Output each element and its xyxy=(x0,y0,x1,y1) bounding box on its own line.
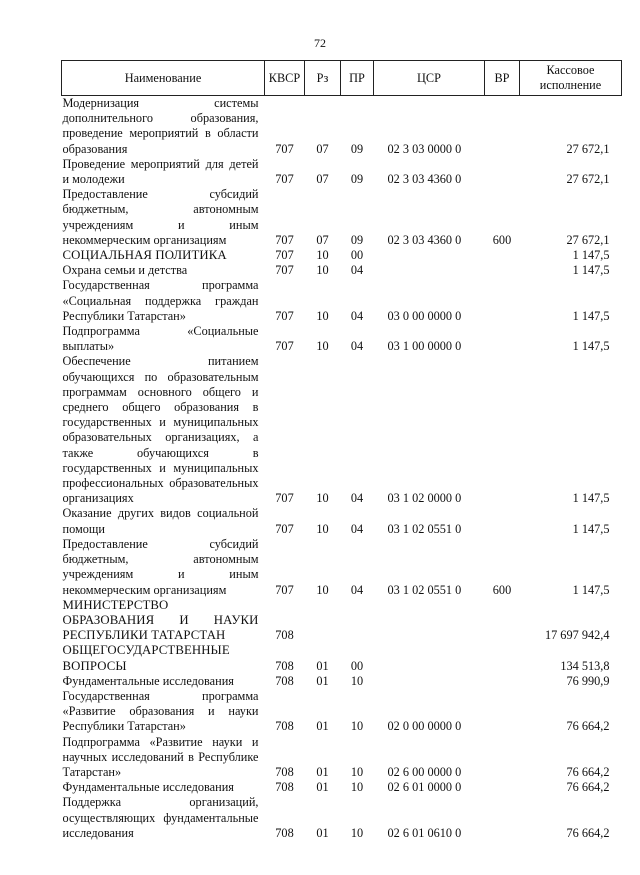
cell-name-text: МИНИСТЕРСТВО ОБРАЗОВАНИЯ И НАУКИ РЕСПУБЛИКИ ТАТАРСТАН xyxy=(62,597,259,643)
cell-pr-text: 04 xyxy=(350,521,364,536)
cell-name xyxy=(62,674,265,689)
cell-csr-text: 03 1 02 0000 0 xyxy=(387,491,462,506)
cell-kvsr xyxy=(265,324,305,354)
cell-name-text: СОЦИАЛЬНАЯ ПОЛИТИКА xyxy=(62,248,227,263)
cell-csr xyxy=(374,537,485,598)
header-vr: ВР xyxy=(485,61,520,96)
cell-csr xyxy=(374,187,485,248)
cell-vr xyxy=(485,96,520,157)
cell-kvsr xyxy=(265,278,305,324)
cell-kvsr xyxy=(265,598,305,644)
table-row xyxy=(62,674,622,689)
cell-kvsr xyxy=(265,248,305,263)
cell-vr xyxy=(485,248,520,263)
cell-csr-text: 02 6 00 0000 0 xyxy=(387,764,462,779)
cell-pr-text: 10 xyxy=(350,673,364,688)
cell-kvsr xyxy=(265,263,305,278)
cell-vr xyxy=(485,780,520,795)
cell-pr xyxy=(341,96,374,157)
cell-kvsr xyxy=(265,96,305,157)
header-rz: Рз xyxy=(305,61,341,96)
cell-name-text: Подпрограмма «Социальные выплаты» xyxy=(62,324,259,354)
cell-pr-text: 09 xyxy=(350,141,364,156)
cell-sum-text: 1 147,5 xyxy=(572,339,610,354)
cell-rz xyxy=(305,324,341,354)
cell-rz xyxy=(305,795,341,841)
cell-vr xyxy=(485,506,520,536)
cell-pr-text: 09 xyxy=(350,172,364,187)
cell-name-text: Модернизация системы дополнительного образования, проведение мероприятий в области образования xyxy=(62,96,259,156)
cell-kvsr-text: 707 xyxy=(275,582,294,597)
cell-sum-text: 76 664,2 xyxy=(566,780,610,795)
cell-sum-text: 76 990,9 xyxy=(566,673,610,688)
cell-rz-text: 10 xyxy=(316,582,329,597)
cell-kvsr-text: 707 xyxy=(275,263,294,278)
cell-rz-text: 07 xyxy=(316,232,329,247)
cell-csr xyxy=(374,263,485,278)
table-row xyxy=(62,780,622,795)
cell-name-text: Государственная программа «Социальная поддержка граждан Республики Татарстан» xyxy=(62,278,259,323)
cell-name xyxy=(62,735,265,781)
cell-rz xyxy=(305,187,341,248)
cell-kvsr xyxy=(265,354,305,506)
cell-csr xyxy=(374,674,485,689)
cell-pr-text: 04 xyxy=(350,339,364,354)
cell-name-text: Оказание других видов социальной помощи xyxy=(62,506,259,536)
table-row xyxy=(62,689,622,735)
cell-sum-text: 1 147,5 xyxy=(572,308,610,323)
cell-rz xyxy=(305,506,341,536)
table-row xyxy=(62,506,622,536)
cell-name xyxy=(62,598,265,644)
cell-csr-text: 02 3 03 4360 0 xyxy=(387,232,462,247)
cell-rz xyxy=(305,354,341,506)
header-sum-line1: Кассовое xyxy=(546,63,595,77)
cell-rz-text: 07 xyxy=(316,172,329,187)
cell-name-text: Предоставление субсидий бюджетным, автономным учреждениям и иным некоммерческим организациям xyxy=(62,187,259,247)
cell-pr xyxy=(341,324,374,354)
cell-csr xyxy=(374,795,485,841)
cell-name xyxy=(62,187,265,248)
cell-pr-text: 00 xyxy=(350,248,364,263)
cell-sum xyxy=(520,735,622,781)
cell-rz-text: 01 xyxy=(316,658,329,673)
cell-sum xyxy=(520,248,622,263)
cell-sum xyxy=(520,598,622,644)
cell-vr xyxy=(485,795,520,841)
cell-rz-text: 10 xyxy=(316,491,329,506)
cell-rz-text: 01 xyxy=(316,825,329,840)
table-row xyxy=(62,598,622,644)
cell-vr xyxy=(485,263,520,278)
cell-csr xyxy=(374,96,485,157)
cell-pr xyxy=(341,598,374,644)
cell-csr xyxy=(374,598,485,644)
table-row xyxy=(62,187,622,248)
cell-sum xyxy=(520,187,622,248)
cell-csr xyxy=(374,506,485,536)
cell-pr-text: 04 xyxy=(350,263,364,278)
cell-name xyxy=(62,780,265,795)
cell-kvsr-text: 707 xyxy=(275,248,294,263)
cell-rz-text: 01 xyxy=(316,719,329,734)
cell-rz xyxy=(305,263,341,278)
cell-name-text: Поддержка организаций, осуществляющих фундаментальные исследования xyxy=(62,795,259,840)
cell-rz xyxy=(305,674,341,689)
cell-kvsr-text: 708 xyxy=(275,719,294,734)
cell-vr xyxy=(485,354,520,506)
header-sum-line2: исполнение xyxy=(539,78,602,92)
cell-pr xyxy=(341,506,374,536)
cell-pr-text: 09 xyxy=(350,232,364,247)
cell-kvsr xyxy=(265,537,305,598)
cell-csr xyxy=(374,278,485,324)
table-body xyxy=(62,96,622,841)
cell-sum-text: 17 697 942,4 xyxy=(544,628,610,643)
cell-kvsr-text: 708 xyxy=(275,658,294,673)
header-csr: ЦСР xyxy=(374,61,485,96)
cell-csr xyxy=(374,780,485,795)
cell-vr xyxy=(485,537,520,598)
cell-pr xyxy=(341,187,374,248)
header-pr: ПР xyxy=(341,61,374,96)
cell-kvsr xyxy=(265,643,305,673)
cell-csr xyxy=(374,248,485,263)
cell-kvsr xyxy=(265,689,305,735)
cell-vr xyxy=(485,735,520,781)
cell-name-text: Проведение мероприятий для детей и молодежи xyxy=(62,156,259,187)
cell-kvsr-text: 708 xyxy=(275,673,294,688)
cell-kvsr-text: 707 xyxy=(275,141,294,156)
cell-name xyxy=(62,795,265,841)
cell-name-text: ОБЩЕГОСУДАРСТВЕННЫЕ ВОПРОСЫ xyxy=(62,643,230,673)
cell-sum xyxy=(520,506,622,536)
cell-pr-text: 10 xyxy=(350,825,364,840)
cell-kvsr xyxy=(265,674,305,689)
cell-rz-text: 10 xyxy=(316,339,329,354)
cell-pr xyxy=(341,674,374,689)
cell-csr-text: 02 3 03 0000 0 xyxy=(387,141,462,156)
cell-rz-text: 01 xyxy=(316,780,329,795)
cell-csr-text: 03 0 00 0000 0 xyxy=(387,308,462,323)
cell-pr xyxy=(341,689,374,735)
cell-sum-text: 134 513,8 xyxy=(560,658,610,673)
cell-csr xyxy=(374,157,485,187)
cell-rz-text: 07 xyxy=(316,141,329,156)
cell-sum-text: 27 672,1 xyxy=(566,232,610,247)
cell-name xyxy=(62,96,265,157)
cell-vr xyxy=(485,324,520,354)
cell-sum xyxy=(520,324,622,354)
cell-name xyxy=(62,354,265,506)
cell-name xyxy=(62,643,265,673)
cell-csr-text: 03 1 02 0551 0 xyxy=(387,582,462,597)
table-row xyxy=(62,537,622,598)
cell-sum xyxy=(520,643,622,673)
table-row xyxy=(62,248,622,263)
cell-pr-text: 10 xyxy=(350,780,364,795)
cell-vr xyxy=(485,643,520,673)
cell-sum-text: 1 147,5 xyxy=(572,491,610,506)
cell-rz xyxy=(305,780,341,795)
cell-vr xyxy=(485,674,520,689)
table-row xyxy=(62,278,622,324)
cell-name-text: Фундаментальные исследования xyxy=(62,780,234,795)
cell-csr xyxy=(374,643,485,673)
cell-pr xyxy=(341,157,374,187)
cell-kvsr-text: 708 xyxy=(275,825,294,840)
cell-name xyxy=(62,263,265,278)
cell-sum xyxy=(520,263,622,278)
cell-name-text: Обеспечение питанием обучающихся по образовательным программам основного общего и среднего общего образования в государственных и муниципальных образовательных организациях, а также обучающихся в государственных и муниципальных профессиональных образовательных организациях xyxy=(62,354,259,506)
cell-name xyxy=(62,157,265,187)
cell-sum-text: 27 672,1 xyxy=(566,141,610,156)
cell-pr-text: 00 xyxy=(350,658,364,673)
cell-kvsr-text: 707 xyxy=(275,491,294,506)
cell-sum-text: 1 147,5 xyxy=(572,263,610,278)
cell-sum-text: 76 664,2 xyxy=(566,719,610,734)
cell-vr xyxy=(485,689,520,735)
cell-rz-text: 10 xyxy=(316,308,329,323)
cell-kvsr-text: 707 xyxy=(275,308,294,323)
cell-kvsr-text: 708 xyxy=(275,780,294,795)
cell-name xyxy=(62,248,265,263)
cell-pr xyxy=(341,780,374,795)
table-row xyxy=(62,795,622,841)
cell-pr xyxy=(341,248,374,263)
cell-kvsr-text: 707 xyxy=(275,521,294,536)
cell-sum xyxy=(520,795,622,841)
cell-sum xyxy=(520,780,622,795)
cell-kvsr xyxy=(265,187,305,248)
cell-csr-text: 02 6 01 0610 0 xyxy=(387,825,462,840)
cell-pr xyxy=(341,643,374,673)
table-header-row xyxy=(62,61,622,96)
cell-csr-text: 02 0 00 0000 0 xyxy=(387,719,462,734)
header-name: Наименование xyxy=(62,61,265,96)
table-row xyxy=(62,157,622,187)
cell-kvsr-text: 707 xyxy=(275,172,294,187)
cell-sum xyxy=(520,674,622,689)
cell-name-text: Государственная программа «Развитие образования и науки Республики Татарстан» xyxy=(62,688,259,734)
cell-csr-text: 02 3 03 4360 0 xyxy=(387,172,462,187)
cell-kvsr-text: 708 xyxy=(275,628,294,643)
table-row xyxy=(62,324,622,354)
cell-kvsr-text: 707 xyxy=(275,339,294,354)
page-number: 72 xyxy=(314,36,326,50)
cell-csr xyxy=(374,354,485,506)
table-row xyxy=(62,263,622,278)
cell-sum-text: 1 147,5 xyxy=(572,248,610,263)
header-sum xyxy=(520,61,622,96)
cell-rz-text: 10 xyxy=(316,248,329,263)
cell-rz xyxy=(305,278,341,324)
cell-rz xyxy=(305,689,341,735)
cell-sum xyxy=(520,278,622,324)
cell-pr-text: 10 xyxy=(350,764,364,779)
cell-name xyxy=(62,324,265,354)
cell-vr-text: 600 xyxy=(492,232,512,247)
cell-rz xyxy=(305,157,341,187)
cell-pr xyxy=(341,263,374,278)
cell-sum xyxy=(520,354,622,506)
cell-rz xyxy=(305,598,341,644)
cell-rz xyxy=(305,643,341,673)
cell-rz xyxy=(305,735,341,781)
cell-csr xyxy=(374,689,485,735)
cell-sum xyxy=(520,689,622,735)
cell-sum xyxy=(520,96,622,157)
cell-rz-text: 01 xyxy=(316,673,329,688)
cell-pr xyxy=(341,278,374,324)
cell-name xyxy=(62,278,265,324)
cell-sum-text: 1 147,5 xyxy=(572,521,610,536)
table-row xyxy=(62,643,622,673)
cell-pr-text: 04 xyxy=(350,308,364,323)
cell-pr-text: 04 xyxy=(350,582,364,597)
cell-sum-text: 76 664,2 xyxy=(566,764,610,779)
cell-name-text: Подпрограмма «Развитие науки и научных исследований в Республике Татарстан» xyxy=(62,734,259,779)
cell-rz xyxy=(305,537,341,598)
cell-name xyxy=(62,537,265,598)
cell-sum-text: 76 664,2 xyxy=(566,825,610,840)
cell-sum-text: 27 672,1 xyxy=(566,172,610,187)
cell-sum xyxy=(520,157,622,187)
budget-table xyxy=(61,60,622,841)
header-kvsr: КВСР xyxy=(265,61,305,96)
cell-kvsr xyxy=(265,506,305,536)
cell-rz-text: 01 xyxy=(316,764,329,779)
cell-pr xyxy=(341,795,374,841)
table-row xyxy=(62,96,622,157)
cell-vr-text: 600 xyxy=(492,582,512,597)
cell-csr xyxy=(374,324,485,354)
cell-sum xyxy=(520,537,622,598)
cell-pr xyxy=(341,354,374,506)
cell-csr-text: 03 1 02 0551 0 xyxy=(387,521,462,536)
cell-name xyxy=(62,689,265,735)
cell-kvsr xyxy=(265,735,305,781)
cell-rz-text: 10 xyxy=(316,263,329,278)
cell-csr-text: 02 6 01 0000 0 xyxy=(387,780,462,795)
cell-vr xyxy=(485,187,520,248)
cell-name-text: Фундаментальные исследования xyxy=(62,673,234,688)
cell-pr-text: 10 xyxy=(350,719,364,734)
cell-csr xyxy=(374,735,485,781)
cell-vr xyxy=(485,598,520,644)
table-row xyxy=(62,735,622,781)
table-row xyxy=(62,354,622,506)
cell-csr-text: 03 1 00 0000 0 xyxy=(387,339,462,354)
cell-pr xyxy=(341,735,374,781)
cell-rz xyxy=(305,248,341,263)
cell-rz-text: 10 xyxy=(316,521,329,536)
cell-kvsr xyxy=(265,780,305,795)
cell-name xyxy=(62,506,265,536)
cell-kvsr-text: 707 xyxy=(275,232,294,247)
cell-kvsr xyxy=(265,795,305,841)
cell-rz xyxy=(305,96,341,157)
cell-kvsr-text: 708 xyxy=(275,764,294,779)
cell-vr xyxy=(485,157,520,187)
cell-kvsr xyxy=(265,157,305,187)
cell-pr-text: 04 xyxy=(350,491,364,506)
cell-vr xyxy=(485,278,520,324)
cell-sum-text: 1 147,5 xyxy=(572,582,610,597)
cell-pr xyxy=(341,537,374,598)
cell-name-text: Предоставление субсидий бюджетным, автономным учреждениям и иным некоммерческим организациям xyxy=(62,536,259,597)
cell-name-text: Охрана семьи и детства xyxy=(62,263,188,278)
